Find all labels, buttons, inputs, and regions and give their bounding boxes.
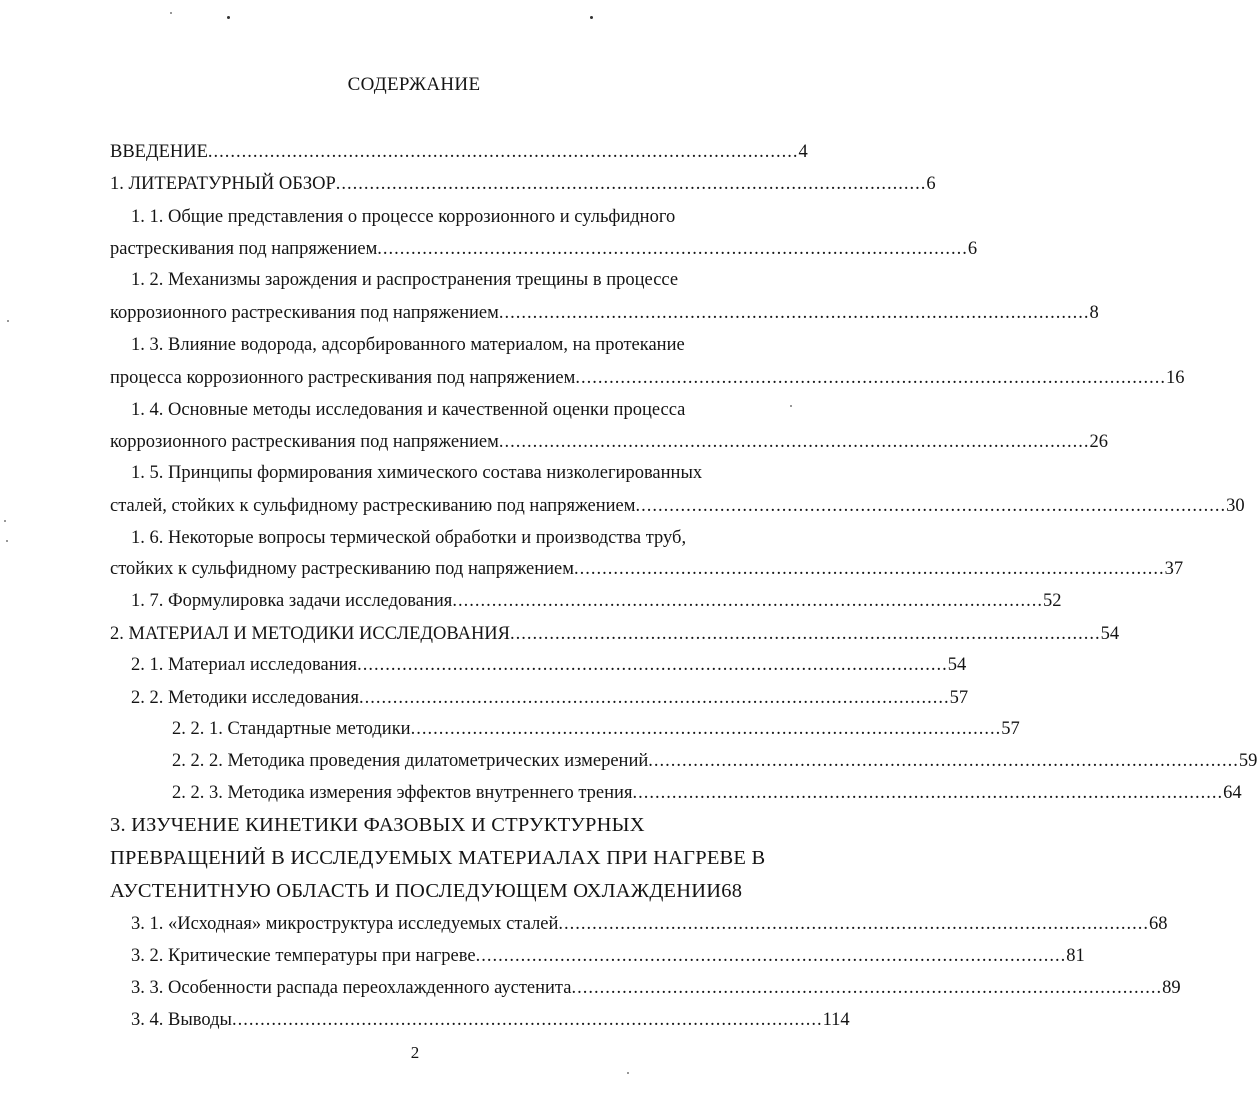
toc-leader: ......................................................................................................... bbox=[357, 655, 948, 675]
toc-entry-text: 3. 4. Выводы bbox=[131, 1010, 232, 1030]
toc-entry-text: стойких к сульфидному растрескиванию под напряжением bbox=[110, 559, 574, 579]
toc-entry-3-3 bbox=[131, 976, 1181, 1000]
toc-entry-1-3-line-1 bbox=[131, 333, 685, 357]
toc-page-number: 26 bbox=[1089, 432, 1108, 452]
toc-entry-2-2-2 bbox=[172, 749, 1257, 773]
toc-page-number: 89 bbox=[1162, 978, 1181, 998]
toc-entry-text: 1. 7. Формулировка задачи исследования bbox=[131, 591, 453, 611]
toc-page-number: 81 bbox=[1066, 946, 1085, 966]
toc-entry-text: 2. 2. 1. Стандартные методики bbox=[172, 719, 411, 739]
toc-leader: ......................................................................................................... bbox=[359, 688, 950, 708]
toc-entry-1-6-line-2 bbox=[110, 557, 1184, 581]
toc-leader: ......................................................................................................... bbox=[475, 946, 1067, 966]
toc-page-number: 6 bbox=[967, 239, 978, 259]
toc-page-number: 68 bbox=[721, 880, 743, 902]
toc-entry-text: 2. 1. Материал исследования bbox=[131, 655, 358, 675]
toc-leader: ......................................................................................................... bbox=[648, 751, 1239, 771]
toc-entry-text: 1. 5. Принципы формирования химического состава низколегированных bbox=[131, 463, 703, 483]
toc-entry-3-1 bbox=[131, 912, 1168, 936]
toc-entry-text: 3. 3. Особенности распада переохлажденного аустенита bbox=[131, 978, 572, 998]
toc-entry-text: ВВЕДЕНИЕ bbox=[110, 142, 208, 162]
toc-leader: ......................................................................................................... bbox=[207, 142, 799, 162]
toc-entry-3-4 bbox=[131, 1008, 850, 1032]
toc-entry-1-2-line-1 bbox=[131, 268, 678, 292]
toc-leader: ......................................................................................................... bbox=[510, 624, 1101, 644]
toc-entry-chapter-3-line-3 bbox=[110, 879, 743, 903]
toc-entry-chapter-3-line-2 bbox=[110, 846, 765, 870]
toc-entry-2-2-3 bbox=[172, 781, 1242, 805]
toc-entry-introduction bbox=[110, 140, 808, 164]
toc-leader: ......................................................................................................... bbox=[575, 368, 1166, 388]
toc-entry-2-2-1 bbox=[172, 717, 1020, 741]
toc-entry-text: 2. 2. Методики исследования bbox=[131, 688, 359, 708]
toc-entry-3-2 bbox=[131, 944, 1085, 968]
toc-entry-text: 3. 1. «Исходная» микроструктура исследуемых сталей bbox=[131, 914, 559, 934]
toc-entry-text: 1. ЛИТЕРАТУРНЫЙ ОБЗОР bbox=[110, 174, 336, 194]
toc-entry-chapter-1 bbox=[110, 172, 936, 196]
toc-leader: ......................................................................................................... bbox=[335, 174, 927, 194]
toc-leader: ......................................................................................................... bbox=[498, 303, 1090, 323]
toc-entry-text: коррозионного растрескивания под напряжением bbox=[110, 432, 499, 452]
toc-entry-2-2 bbox=[131, 686, 969, 710]
toc-entry-text: 1. 4. Основные методы исследования и качественной оценки процесса bbox=[131, 400, 686, 420]
toc-entry-text: коррозионного растрескивания под напряжением bbox=[110, 303, 499, 323]
toc-entry-text: 3. ИЗУЧЕНИЕ КИНЕТИКИ ФАЗОВЫХ И СТРУКТУРНЫХ bbox=[110, 814, 645, 836]
toc-entry-1-5-line-2 bbox=[110, 494, 1245, 518]
toc-entry-text: 2. 2. 2. Методика проведения дилатометрических измерений bbox=[172, 751, 649, 771]
toc-entry-2-1 bbox=[131, 653, 967, 677]
toc-entry-1-4-line-2 bbox=[110, 430, 1108, 454]
toc-page-number: 8 bbox=[1089, 303, 1099, 323]
toc-leader: ......................................................................................................... bbox=[571, 978, 1163, 998]
toc-entry-text: 1. 2. Механизмы зарождения и распространения трещины в процессе bbox=[131, 270, 679, 290]
toc-entry-chapter-2 bbox=[110, 622, 1120, 646]
toc-entry-1-3-line-2 bbox=[110, 366, 1185, 390]
toc-entry-text: 2. МАТЕРИАЛ И МЕТОДИКИ ИССЛЕДОВАНИЯ bbox=[110, 624, 510, 644]
page-title: СОДЕРЖАНИЕ bbox=[347, 74, 481, 95]
toc-entry-text: растрескивания под напряжением bbox=[110, 239, 378, 259]
toc-leader: ......................................................................................................... bbox=[231, 1010, 823, 1030]
page-number: 2 bbox=[410, 1043, 420, 1062]
toc-leader: ......................................................................................................... bbox=[410, 719, 1002, 739]
toc-leader: ......................................................................................................... bbox=[573, 559, 1165, 579]
toc-entry-1-7 bbox=[131, 589, 1062, 613]
toc-page-number: 6 bbox=[926, 174, 936, 194]
toc-page-number: 68 bbox=[1149, 914, 1168, 934]
toc-page-number: 114 bbox=[822, 1010, 850, 1030]
toc-entry-text: 1. 3. Влияние водорода, адсорбированного материалом, на протекание bbox=[131, 335, 685, 355]
toc-entry-1-1-line-2 bbox=[110, 237, 978, 261]
toc-page-number: 57 bbox=[1001, 719, 1020, 739]
toc-entry-text: 3. 2. Критические температуры при нагреве bbox=[131, 946, 476, 966]
toc-page-number: 16 bbox=[1165, 368, 1185, 388]
toc-leader: ......................................................................................................... bbox=[498, 432, 1090, 452]
toc-page-number: 54 bbox=[1100, 624, 1120, 644]
toc-page-number: 57 bbox=[949, 688, 969, 708]
toc-entry-text: сталей, стойких к сульфидному растрескиванию под напряжением bbox=[110, 496, 636, 516]
toc-leader: ......................................................................................................... bbox=[635, 496, 1227, 516]
toc-page-number: 59 bbox=[1238, 751, 1257, 771]
toc-entry-text: 1. 6. Некоторые вопросы термической обработки и производства труб, bbox=[131, 528, 687, 548]
toc-entry-1-4-line-1 bbox=[131, 398, 685, 422]
toc-page-number: 64 bbox=[1223, 783, 1242, 803]
toc-page-number: 37 bbox=[1164, 559, 1184, 579]
toc-entry-text: процесса коррозионного растрескивания под напряжением bbox=[110, 368, 576, 388]
toc-entry-1-1-line-1 bbox=[131, 205, 675, 229]
toc-entry-chapter-3-line-1 bbox=[110, 813, 645, 837]
toc-page-number: 54 bbox=[947, 655, 967, 675]
toc-leader: ......................................................................................................... bbox=[632, 783, 1224, 803]
toc-leader: ......................................................................................................... bbox=[558, 914, 1150, 934]
toc-entry-text: 2. 2. 3. Методика измерения эффектов внутреннего трения bbox=[172, 783, 633, 803]
toc-page-number: 4 bbox=[798, 142, 808, 162]
toc-leader: ......................................................................................................... bbox=[377, 239, 968, 259]
toc-leader: ......................................................................................................... bbox=[452, 591, 1043, 611]
toc-page-number: 30 bbox=[1226, 496, 1245, 516]
toc-entry-text: ПРЕВРАЩЕНИЙ В ИССЛЕДУЕМЫХ МАТЕРИАЛАХ ПРИ НАГРЕВЕ В bbox=[110, 847, 766, 869]
toc-page-number: 52 bbox=[1042, 591, 1062, 611]
toc-entry-1-6-line-1 bbox=[131, 526, 686, 550]
toc-entry-1-5-line-1 bbox=[131, 461, 702, 485]
toc-entry-1-2-line-2 bbox=[110, 301, 1099, 325]
toc-entry-text: 1. 1. Общие представления о процессе коррозионного и сульфидного bbox=[131, 207, 676, 227]
toc-entry-text: АУСТЕНИТНУЮ ОБЛАСТЬ И ПОСЛЕДУЮЩЕМ ОХЛАЖДЕНИИ bbox=[110, 880, 722, 902]
